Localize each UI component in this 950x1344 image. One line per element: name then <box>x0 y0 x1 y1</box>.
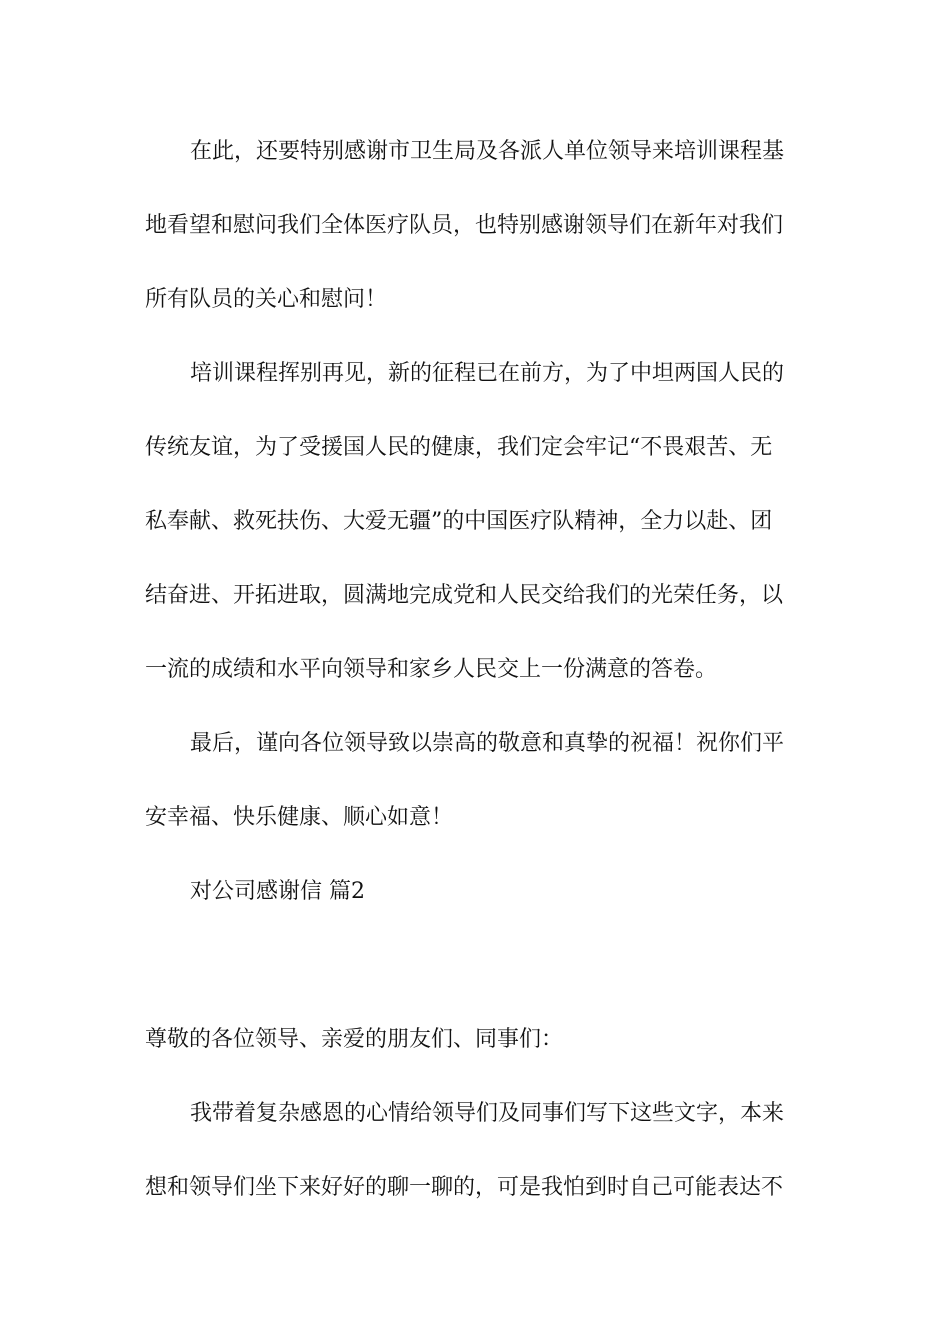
paragraph-2-line-3: 私奉献、救死扶伤、大爱无疆”的中国医疗队精神，全力以赴、团 <box>145 509 773 534</box>
paragraph-1-line-3: 所有队员的关心和慰问！ <box>145 287 388 312</box>
paragraph-3-line-1: 最后，谨向各位领导致以崇高的敬意和真挚的祝福！祝你们平 <box>190 731 785 756</box>
paragraph-2-line-4: 结奋进、开拓进取，圆满地完成党和人民交给我们的光荣任务，以 <box>145 583 784 608</box>
paragraph-4-line-2: 想和领导们坐下来好好的聊一聊的，可是我怕到时自己可能表达不 <box>145 1175 784 1200</box>
salutation: 尊敬的各位领导、亲爱的朋友们、同事们： <box>145 1027 564 1052</box>
section-heading: 对公司感谢信 篇2 <box>190 879 365 904</box>
paragraph-2-line-2: 传统友谊，为了受援国人民的健康，我们定会牢记“不畏艰苦、无 <box>145 435 773 460</box>
paragraph-4-line-1: 我带着复杂感恩的心情给领导们及同事们写下这些文字，本来 <box>190 1101 785 1126</box>
paragraph-1-line-1: 在此，还要特别感谢市卫生局及各派人单位领导来培训课程基 <box>190 139 785 164</box>
paragraph-2-line-5: 一流的成绩和水平向领导和家乡人民交上一份满意的答卷。 <box>145 657 718 682</box>
paragraph-1-line-2: 地看望和慰问我们全体医疗队员，也特别感谢领导们在新年对我们 <box>145 213 784 238</box>
paragraph-2-line-1: 培训课程挥别再见，新的征程已在前方，为了中坦两国人民的 <box>190 361 785 386</box>
paragraph-3-line-2: 安幸福、快乐健康、顺心如意！ <box>145 805 454 830</box>
